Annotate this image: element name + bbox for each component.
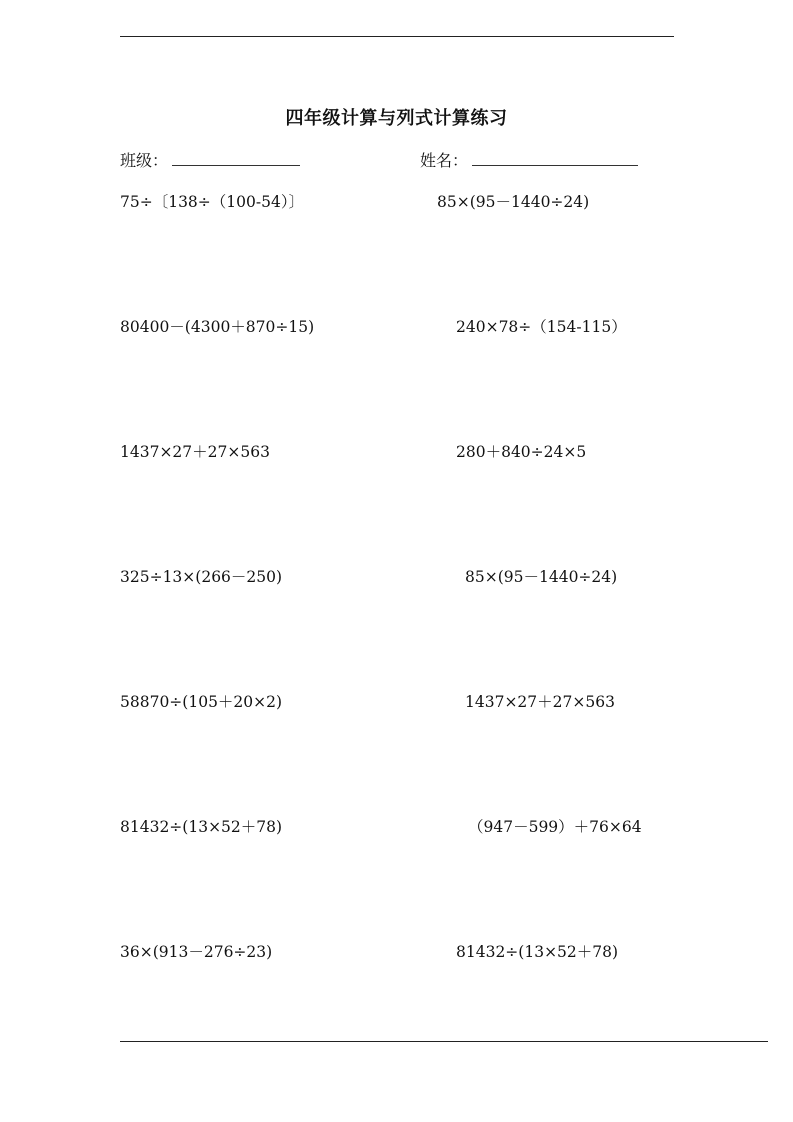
class-blank-line[interactable] (172, 149, 300, 166)
problem-4-left: 325÷13×(266－250) (120, 568, 283, 586)
name-field (420, 148, 638, 171)
class-label: 班级： (120, 151, 169, 170)
header-rule (120, 36, 674, 37)
class-field (120, 148, 300, 171)
problem-4-right: 85×(95－1440÷24) (465, 568, 618, 586)
problem-6-right: （947－599）＋76×64 (468, 818, 642, 836)
problem-7-right: 81432÷(13×52＋78) (456, 943, 619, 961)
problem-2-right: 240×78÷（154-115） (456, 318, 627, 336)
problem-2-left: 80400－(4300＋870÷15) (120, 318, 315, 336)
problem-5-left: 58870÷(105＋20×2) (120, 693, 283, 711)
problem-3-right: 280＋840÷24×5 (456, 443, 587, 461)
name-label: 姓名： (420, 151, 469, 170)
problem-3-left: 1437×27＋27×563 (120, 443, 270, 461)
page-title: 四年级计算与列式计算练习 (285, 108, 508, 129)
problem-1-left: 75÷〔138÷（100-54）〕 (120, 193, 305, 211)
problem-6-left: 81432÷(13×52＋78) (120, 818, 283, 836)
problem-7-left: 36×(913－276÷23) (120, 943, 273, 961)
problem-1-right: 85×(95－1440÷24) (437, 193, 590, 211)
name-blank-line[interactable] (472, 149, 638, 166)
problem-5-right: 1437×27＋27×563 (465, 693, 615, 711)
footer-rule (120, 1041, 768, 1042)
